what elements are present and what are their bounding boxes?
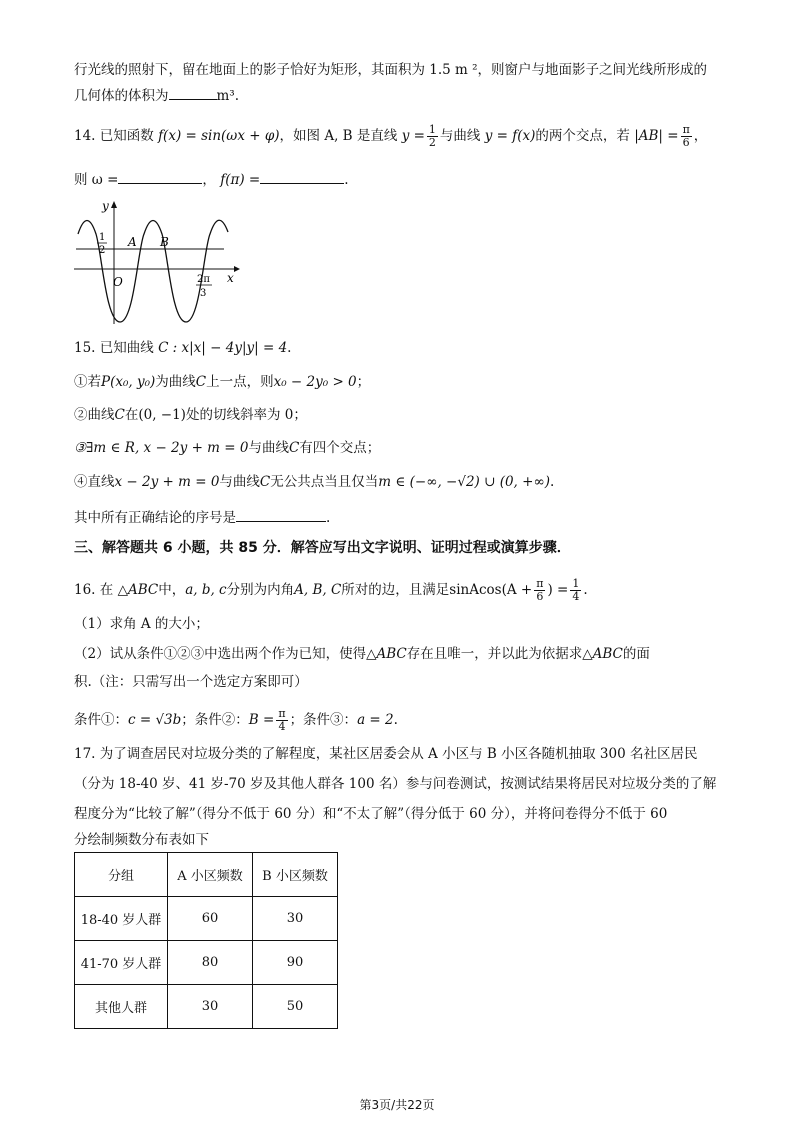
table-cell: 90: [253, 941, 338, 985]
q14-end: ，: [693, 128, 708, 144]
q16-part2-tri1: △ABC: [366, 646, 407, 662]
answer-blank-14a: [118, 171, 202, 184]
q15-item1-e: 上一点，则: [206, 374, 274, 390]
q15-conclusion: [74, 508, 330, 528]
q16-j: .: [583, 582, 588, 598]
q15-item1-point: P(x₀, y₀): [101, 374, 156, 390]
intro-line-1: 行光线的照射下，留在地面上的影子恰好为矩形，其面积为 1.5 m ²，则窗户与地面影子之间光线所形成的: [74, 62, 708, 78]
q16-sides: a, b, c: [185, 582, 227, 598]
page-footer: 第3页/共22页: [359, 1098, 435, 1112]
q16-cond2-label: ；条件②：: [181, 712, 249, 728]
x-tick-num: 2π: [197, 274, 210, 285]
q17-line-2: （分为 18-40 岁、41 岁-70 岁及其他人群各 100 名）参与问卷测试，按测试结果将居民对垃圾分类的了解: [74, 776, 717, 792]
q15-item1-ineq: x₀ − 2y₀ > 0: [273, 374, 357, 390]
q15-item3-a: ③∃m ∈ R, x − 2y + m = 0: [74, 440, 249, 456]
table-row: [75, 985, 338, 1029]
q15-item4-a: ④直线: [74, 474, 115, 490]
q16-part2-e: 的面: [622, 646, 650, 662]
x-tick-den: 3: [200, 288, 207, 299]
q16-i: ) =: [547, 582, 569, 598]
q16-triangle: △ABC: [117, 582, 159, 598]
table-header-row: [75, 853, 338, 897]
q15-item4-line: x − 2y + m = 0: [114, 474, 220, 490]
q15-item-4: [74, 472, 554, 492]
q15-item3-d: 有四个交点；: [299, 440, 381, 456]
sine-graph: [72, 196, 242, 328]
q14-comma: ，: [202, 172, 216, 188]
q14-line-2: [74, 170, 349, 190]
q17-line-3: 程度分为“比较了解”（得分不低于 60 分）和“不太了解”（得分低于 60 分），并将问卷得分不低于 60: [74, 806, 668, 822]
answer-blank-15: [236, 509, 326, 522]
q16-part-1: （1）求角 A 的大小；: [74, 616, 209, 632]
q16-expr: sinAcos(A +: [449, 582, 533, 598]
table-header: 分组: [75, 853, 168, 897]
q16-quarter-fraction: $\frac{1}{4}$: [572, 577, 580, 603]
table-cell: 41-70 岁人群: [75, 941, 168, 985]
answer-blank-14b: [260, 171, 344, 184]
y-tick-den: 2: [99, 245, 106, 256]
table-cell: 50: [253, 985, 338, 1029]
table-header: B 小区频数: [253, 853, 338, 897]
q15-item2-c: 在: [124, 407, 139, 423]
q14-mid3: 的两个交点，若: [535, 128, 630, 144]
q16-pi6-fraction: $\frac{\pi}{6}$: [536, 577, 544, 603]
q16-part-2: [74, 644, 650, 664]
q15-conclusion-end: .: [326, 510, 331, 526]
intro-line-2: [74, 86, 239, 106]
table-cell: 18-40 岁人群: [75, 897, 168, 941]
q14-mid: ，如图 A, B 是直线: [279, 128, 398, 144]
x-axis-arrow: [234, 266, 240, 272]
q15-item1-end: ；: [356, 374, 371, 390]
answer-blank-13: [169, 87, 217, 100]
q15-item4-e: 无公共点当且仅当: [270, 474, 379, 490]
q15-prefix: 15. 已知曲线: [74, 340, 154, 356]
table-cell: 60: [168, 897, 253, 941]
section-3-title: 三、解答题共 6 小题，共 85 分．解答应写出文字说明、证明过程或演算步骤．: [74, 540, 571, 556]
q17-line-4: 分绘制频数分布表如下: [74, 832, 209, 848]
q15-item2-point: (0, −1): [138, 407, 186, 423]
q15-item1-curve: C: [195, 374, 207, 390]
q16-g: 所对的边，且满足: [341, 582, 450, 598]
q16-cond2: B =: [248, 712, 275, 728]
q15-item1-c: 为曲线: [155, 374, 196, 390]
q14-function: f(x) = sin(ωx + φ): [158, 128, 280, 144]
point-b-label: B: [160, 235, 169, 249]
q16-e: 分别为内角: [226, 582, 295, 598]
y-label: y: [102, 199, 109, 213]
q16-part2-c: 存在且唯一，并以此为依据求: [406, 646, 583, 662]
y-axis-arrow: [111, 201, 117, 208]
q15-item4-curve: C: [259, 474, 271, 490]
table-row: [75, 897, 338, 941]
q15-stem-end: .: [287, 340, 292, 356]
q16-cond-end: .: [393, 712, 398, 728]
table-cell: 30: [253, 897, 338, 941]
q15-item-1: [74, 372, 370, 392]
q14-pi-fraction: $\frac{\pi}{6}$: [682, 123, 690, 149]
q15-item4-range: m ∈ (−∞, −√2) ∪ (0, +∞): [378, 474, 550, 490]
q14-curve: y = f(x): [484, 128, 536, 144]
intro-unit: m³.: [216, 88, 240, 104]
table-cell: 80: [168, 941, 253, 985]
q16-pi4-fraction: $\frac{\pi}{4}$: [278, 707, 286, 733]
q16-a: 16. 在: [74, 582, 114, 598]
q15-item3-b: 与曲线: [248, 440, 289, 456]
table-row: [75, 941, 338, 985]
table-cell: 30: [168, 985, 253, 1029]
q15-item1-a: ①若: [74, 374, 101, 390]
point-a-label: A: [128, 235, 137, 249]
q16-stem: [74, 578, 588, 603]
q14-line-1: [74, 124, 707, 149]
y-tick-num: 1: [99, 232, 106, 243]
q16-angles: A, B, C: [294, 582, 342, 598]
q15-item2-curve: C: [114, 407, 125, 423]
frequency-table: [74, 852, 338, 1029]
q15-item-2: [74, 405, 307, 425]
q16-cond1: c = √3b: [128, 712, 182, 728]
q14-omega: 则 ω =: [74, 172, 119, 188]
q14-ab: |AB| =: [634, 128, 679, 144]
q15-item3-curve: C: [288, 440, 300, 456]
x-label: x: [227, 271, 234, 285]
q15-item-3: [74, 438, 380, 458]
q15-item4-c: 与曲线: [219, 474, 260, 490]
q14-y-eq: y =: [401, 128, 425, 144]
q14-half-fraction: $\frac{1}{2}$: [428, 123, 436, 149]
q16-cond3: a = 2: [357, 712, 394, 728]
q14-fpi: f(π) =: [220, 172, 261, 188]
intro-line-2-text: 几何体的体积为: [74, 88, 169, 104]
q16-conditions: [74, 708, 398, 733]
q15-stem: [74, 338, 291, 358]
q16-part-2-line-2: 积.（注：只需写出一个选定方案即可）: [74, 674, 308, 690]
q14-period: .: [344, 172, 349, 188]
q14-mid2: 与曲线: [439, 128, 481, 144]
q14-prefix: 14. 已知函数: [74, 128, 154, 144]
q15-item4-end: .: [549, 474, 555, 490]
table-cell: 其他人群: [75, 985, 168, 1029]
q16-part2-a: （2）试从条件①②③中选出两个作为已知，使得: [74, 646, 367, 662]
origin-label: O: [113, 275, 123, 289]
q17-line-1: 17. 为了调查居民对垃圾分类的了解程度，某社区居委会从 A 小区与 B 小区各随机抽取 300 名社区居民: [74, 746, 698, 762]
q16-cond1-label: 条件①：: [74, 712, 128, 728]
q15-item2-e: 处的切线斜率为 0；: [185, 407, 307, 423]
table-header: A 小区频数: [168, 853, 253, 897]
q15-item2-a: ②曲线: [74, 407, 115, 423]
q15-conclusion-text: 其中所有正确结论的序号是: [74, 510, 236, 526]
q16-c: 中，: [158, 582, 186, 598]
q15-curve-eq: C : x|x| − 4y|y| = 4: [158, 340, 288, 356]
q16-part2-tri2: △ABC: [582, 646, 623, 662]
q16-cond3-label: ；条件③：: [289, 712, 358, 728]
